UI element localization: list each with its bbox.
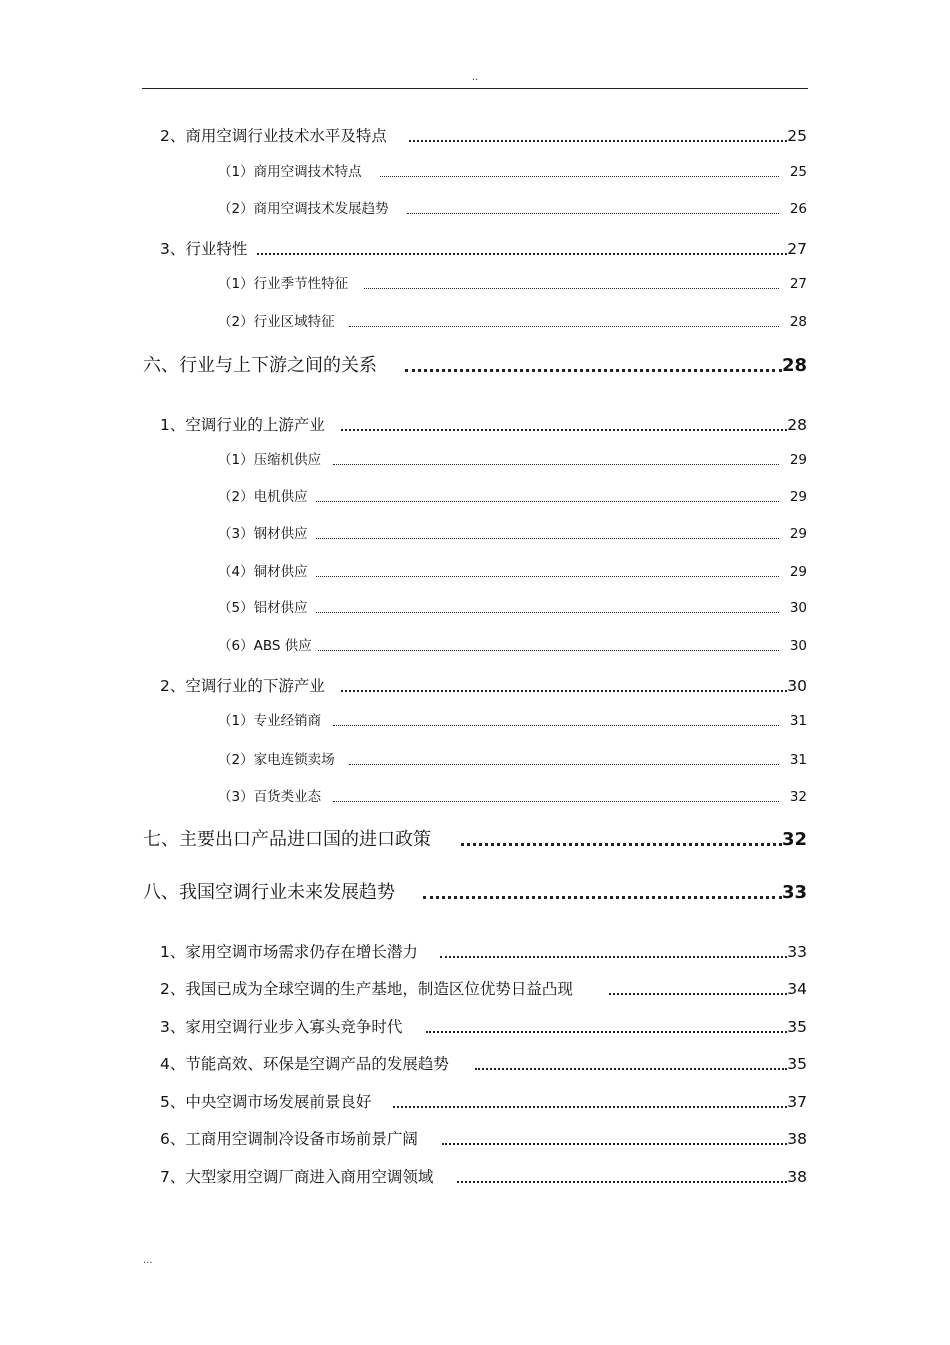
toc-chapter-label: 六、行业与上下游之间的关系 [143,355,377,376]
toc-chapter-label: 八、我国空调行业未来发展趋势 [143,882,395,903]
toc-entry-label: 4、节能高效、环保是空调产品的发展趋势 [160,1055,449,1073]
toc-entry-page: 27 [789,276,807,292]
toc-chapter-label: 七、主要出口产品进口国的进口政策 [143,829,431,850]
toc-entry-page: 29 [789,489,807,505]
toc-leader-dots [405,369,782,372]
toc-entry-page: 28 [787,416,807,434]
toc-entry-label: 2、我国已成为全球空调的生产基地，制造区位优势日益凸现 [160,980,573,998]
toc-entry-page: 31 [789,713,807,729]
toc-entry[interactable] [160,978,807,1000]
toc-entry-page: 30 [789,638,807,654]
toc-leader-dots [316,576,779,577]
toc-entry[interactable] [218,711,807,731]
toc-leader-dots [318,650,779,651]
toc-leader-dots [349,326,779,327]
toc-leader-dots [457,1181,787,1183]
toc-entry-page: 30 [789,600,807,616]
toc-entry-label: 3、行业特性 [160,240,248,258]
toc-entry[interactable] [218,487,807,507]
toc-entry-page: 25 [789,164,807,180]
toc-entry[interactable] [160,1053,807,1075]
toc-entry-label: 1、空调行业的上游产业 [160,416,325,434]
toc-entry-label: 1、家用空调市场需求仍存在增长潜力 [160,943,418,961]
toc-entry-page: 33 [787,943,807,961]
toc-leader-dots [257,253,787,255]
toc-entry-page: 34 [787,980,807,998]
toc-entry[interactable] [218,562,807,582]
toc-leader-dots [423,896,782,899]
toc-entry[interactable] [160,941,807,963]
toc-entry-label: （1）压缩机供应 [218,452,322,468]
header-rule [142,88,808,89]
toc-leader-dots [333,464,779,465]
toc-entry[interactable] [160,1128,807,1150]
toc-leader-dots [426,1031,787,1033]
toc-leader-dots [341,429,787,431]
toc-entry-label: （3）钢材供应 [218,526,308,542]
toc-entry[interactable] [218,199,807,219]
toc-chapter-page: 32 [781,829,807,850]
toc-entry-page: 28 [789,314,807,330]
toc-leader-dots [609,993,787,995]
toc-entry[interactable] [160,414,807,436]
toc-entry[interactable] [160,1166,807,1188]
toc-entry[interactable] [160,1016,807,1038]
toc-leader-dots [393,1106,787,1108]
toc-entry-page: 27 [787,240,807,258]
toc-leader-dots [316,612,779,613]
toc-entry[interactable] [160,125,807,147]
toc-entry-label: （2）电机供应 [218,489,308,505]
footer-mark: ... [143,1255,153,1266]
toc-entry-label: （1）商用空调技术特点 [218,164,362,180]
toc-entry-page: 31 [789,752,807,768]
toc-entry-page: 29 [789,564,807,580]
toc-entry-label: 2、商用空调行业技术水平及特点 [160,127,387,145]
toc-chapter[interactable] [143,881,807,905]
toc-leader-dots [442,1143,787,1145]
toc-leader-dots [440,956,787,958]
toc-entry-label: 5、中央空调市场发展前景良好 [160,1093,372,1111]
toc-leader-dots [475,1068,787,1070]
toc-entry-label: （3）百货类业态 [218,789,322,805]
toc-entry-page: 37 [787,1093,807,1111]
toc-entry-page: 25 [787,127,807,145]
toc-chapter-page: 28 [781,355,807,376]
toc-chapter-page: 33 [781,882,807,903]
toc-chapter[interactable] [143,354,807,378]
toc-entry-label: （6）ABS 供应 [218,638,312,654]
toc-entry-page: 38 [787,1130,807,1148]
toc-entry-page: 26 [789,201,807,217]
toc-entry-label: （5）铝材供应 [218,600,308,616]
toc-leader-dots [316,538,779,539]
toc-entry-label: 7、大型家用空调厂商进入商用空调领域 [160,1168,434,1186]
toc-leader-dots [341,690,787,692]
toc-entry-page: 29 [789,526,807,542]
toc-entry-label: （1）行业季节性特征 [218,276,349,292]
toc-entry[interactable] [218,598,807,618]
toc-entry-label: （1）专业经销商 [218,713,322,729]
toc-leader-dots [364,288,779,289]
toc-entry-label: 2、空调行业的下游产业 [160,677,325,695]
toc-entry-page: 35 [787,1018,807,1036]
toc-entry-label: （2）家电连锁卖场 [218,752,335,768]
toc-entry-page: 32 [789,789,807,805]
toc-entry[interactable] [218,524,807,544]
toc-leader-dots [333,801,779,802]
toc-entry[interactable] [218,450,807,470]
toc-leader-dots [316,501,779,502]
toc-leader-dots [333,725,779,726]
toc-entry[interactable] [218,274,807,294]
toc-entry-page: 29 [789,452,807,468]
toc-entry-label: （4）铜材供应 [218,564,308,580]
toc-entry-label: （2）商用空调技术发展趋势 [218,201,389,217]
toc-entry[interactable] [218,162,807,182]
toc-entry-label: （2）行业区域特征 [218,314,335,330]
toc-entry-page: 38 [787,1168,807,1186]
toc-entry-label: 3、家用空调行业步入寡头竞争时代 [160,1018,403,1036]
toc-entry[interactable] [218,750,807,770]
toc-entry[interactable] [160,675,807,697]
toc-leader-dots [461,843,782,846]
toc-entry-page: 30 [787,677,807,695]
toc-entry[interactable] [218,787,807,807]
toc-chapter[interactable] [143,828,807,852]
header-mark: .. [471,72,479,83]
toc-entry-page: 35 [787,1055,807,1073]
toc-entry[interactable] [160,238,807,260]
toc-entry-label: 6、工商用空调制冷设备市场前景广阔 [160,1130,418,1148]
toc-leader-dots [409,140,787,142]
toc-entry[interactable] [160,1091,807,1113]
toc-leader-dots [349,764,779,765]
toc-leader-dots [380,176,779,177]
toc-entry[interactable] [218,312,807,332]
toc-entry[interactable] [218,636,807,656]
toc-leader-dots [407,213,779,214]
